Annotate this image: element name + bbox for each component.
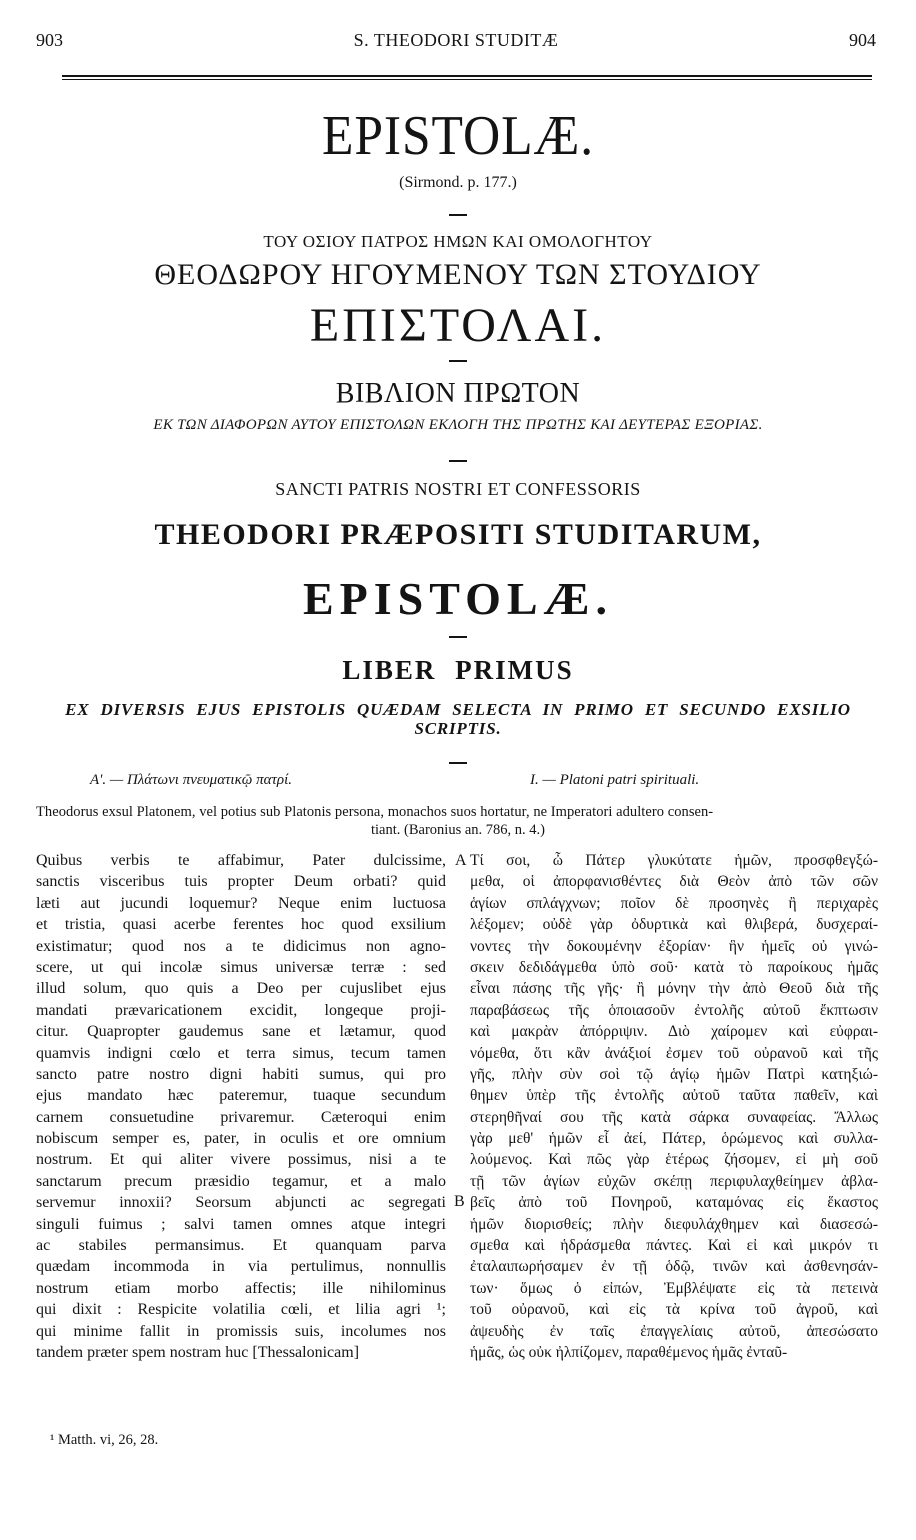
text-line: læti aut jucundi loquemur? Neque enim luctuosa <box>36 894 446 912</box>
text-line: παραβάσεως τῆς ὁποιασοῦν ἐντολῆς αὐτοῦ ἔκπτωσιν <box>470 1001 878 1019</box>
text-line: sanctis visceribus tuis propter Deum orbati? quid <box>36 873 446 891</box>
greek-author-name: ΘΕΟΔΩΡΟΥ ΗΓΟΥΜΕΝΟΥ ΤΩΝ ΣΤΟΥΔΙΟΥ <box>154 258 762 291</box>
header-rule <box>62 75 872 77</box>
summary-line: tiant. (Baronius an. 786, n. 4.) <box>371 822 545 838</box>
separator-dash <box>449 360 467 362</box>
text-line: illud solum, quo quis a Deo per cujuslibet ejus <box>36 980 446 998</box>
text-line: των· ὅμως ὁ εἰπών, Ἐμβλέψατε εἰς τὰ πετεινὰ <box>470 1279 878 1297</box>
column-marker-b: B <box>454 1193 465 1210</box>
text-line: ἁγίων σπλάγχνων; ποῖον δὲ προσηνὲς ἢ περιχαρὲς <box>470 894 878 912</box>
text-line: et tristia, quasi acerbe ferentes hoc quod exsilium <box>36 916 446 934</box>
text-line: τοῦ οὐρανοῦ, καὶ εἰς τὰ κρίνα τοῦ ἀγροῦ, καὶ <box>470 1301 878 1319</box>
latin-letter-heading: I. — Platoni patri spirituali. <box>530 772 700 788</box>
summary-line: Theodorus exsul Platonem, vel potius sub Platonis persona, monachos suos hortatur, ne Imperatori adultero consen- <box>36 804 714 820</box>
greek-intro-line: ΤΟΥ ΟΣΙΟΥ ΠΑΤΡΟΣ ΗΜΩΝ ΚΑΙ ΟΜΟΛΟΓΗΤΟΥ <box>263 232 653 251</box>
text-line: sancto patre nostro digni habiti sumus, qui pro <box>36 1065 446 1083</box>
text-line: ἀψευδὴς ἐν ταῖς ἐπαγγελίαις αὐτοῦ, ἀπεσώσατο <box>470 1322 878 1340</box>
text-line: quædam incommoda in via pertulimus, nonnullis <box>36 1258 446 1276</box>
text-line: ἡμᾶς, ὡς οὐκ ἠλπίζομεν, παραθέμενος ἡμᾶς ἐνταῦ- <box>470 1343 788 1361</box>
latin-book-subtitle: EX DIVERSIS EJUS EPISTOLIS QUÆDAM SELECTA IN PRIMO ET SECUNDO EXSILIO <box>65 700 851 719</box>
footnote: ¹ Matth. vi, 26, 28. <box>50 1432 159 1448</box>
latin-book-title: LIBER PRIMUS <box>342 655 574 685</box>
running-header <box>36 30 876 56</box>
text-line: singuli fuimus ; salvi tamen omnes atque integri <box>36 1215 446 1233</box>
text-line: nobiscum semper es, pater, in oculis et ore omnium <box>36 1130 446 1148</box>
text-line: quamvis indigni cœlo et terra simus, tecum tamen <box>36 1044 446 1062</box>
text-line: mandati prævaricationem excidit, longeque proji- <box>36 1001 446 1019</box>
text-line: qui dixit : Respicite volatilia cœli, et lilia agri ¹; <box>36 1301 446 1319</box>
text-line: ejus mandato hæc pateremur, tuaque secundum <box>36 1087 446 1105</box>
latin-title-2: EPISTOLÆ. <box>302 573 614 624</box>
right-page-number: 904 <box>849 30 876 50</box>
separator-dash <box>449 636 467 638</box>
header-rule-thin <box>62 79 872 80</box>
text-line: sanctarum precum præsidio tegamur, et a malo <box>36 1172 446 1190</box>
letter-summary <box>36 803 880 839</box>
text-line: γὰρ μεθ' ἡμῶν εἶ ἀεί, Πάτερ, ὁρώμενος καὶ συλλα- <box>470 1130 878 1148</box>
latin-book-subtitle-cont: SCRIPTIS. <box>414 719 502 738</box>
text-line: ἐταλαιπωρήσαμεν ἐν τῇ ὁδῷ, τινῶν καὶ ἀσθενησάν- <box>470 1258 878 1276</box>
source-reference: (Sirmond. p. 177.) <box>399 174 517 191</box>
text-line: θημεν ὑπὲρ τῆς ἐντολῆς αὐτοῦ ταῦτα παθεῖν, καὶ <box>470 1087 878 1105</box>
text-line: citur. Quapropter gaudemus sane et lætamur, quod <box>36 1023 446 1041</box>
text-line: existimatur; quod nos a te didicimus non agno- <box>36 937 446 955</box>
text-line: nostrum. Et qui aliter vivere possimus, nisi a te <box>36 1151 446 1169</box>
text-line: servemur innoxii? Seorsum abjuncti ac segregati <box>36 1194 446 1212</box>
greek-letter-heading: Α'. — Πλάτωνι πνευματικῷ πατρί. <box>90 772 293 788</box>
text-line: qui minime fallit in promissis suis, incolumes nos <box>36 1322 446 1340</box>
text-line: σμεθα καὶ ἡδράσμεθα πάντες. Καὶ εἰ καὶ μικρόν τι <box>470 1237 878 1255</box>
text-line: λούμενος. Καὶ πῶς γὰρ ἑτέρως ζήσομεν, εἰ μὴ σοῦ <box>470 1151 878 1169</box>
latin-author-name: THEODORI PRÆPOSITI STUDITARUM, <box>154 518 762 551</box>
greek-book-title: ΒΙΒΛΙΟΝ ΠΡΩΤΟΝ <box>335 378 581 409</box>
greek-main-title: ΕΠΙΣΤΟΛΑΙ. <box>309 299 607 352</box>
left-page-number: 903 <box>36 30 63 50</box>
latin-text-column <box>36 850 446 1363</box>
text-line: Quibus verbis te affabimur, Pater dulcissime, <box>36 852 446 869</box>
text-line: νόμεθα, ὅτι κἂν ἀνάξιοί ἐσμεν τοῦ οὐρανοῦ καὶ τῆς <box>470 1044 878 1062</box>
text-line: τῇ τῶν ἁγίων εὐχῶν σκέπῃ περιφυλαχθείημεν ἀβλα- <box>470 1172 878 1190</box>
text-line: Τί σοι, ὦ Πάτερ γλυκύτατε ἡμῶν, προσφθεγξώ- <box>470 852 878 869</box>
text-line: γῆς, πλὴν σὺν σοὶ τῷ ἁγίῳ ἡμῶν Πατρὶ κατηξιώ- <box>470 1065 878 1083</box>
latin-main-title: EPISTOLÆ. <box>321 105 595 167</box>
column-marker-a: A <box>455 852 467 869</box>
latin-intro-line: SANCTI PATRIS NOSTRI ET CONFESSORIS <box>275 479 641 499</box>
separator-dash <box>449 762 467 764</box>
greek-book-subtitle: ΕΚ ΤΩΝ ΔΙΑΦΟΡΩΝ ΑΥΤΟΥ ΕΠΙΣΤΟΛΩΝ ΕΚΛΟΓΗ ΤΗΣ ΠΡΩΤΗΣ ΚΑΙ ΔΕΥΤΕΡΑΣ ΕΞΟΡΙΑΣ. <box>153 417 763 433</box>
text-line: tandem præter spem nostram huc [Thessalonicam] <box>36 1343 360 1361</box>
text-line: μεθα, οἱ ἀπορφανισθέντες διὰ Θεὸν ἀπὸ τῶν σῶν <box>470 873 878 891</box>
separator-dash <box>449 214 467 216</box>
running-title: S. THEODORI STUDITÆ <box>353 30 559 50</box>
separator-dash <box>449 460 467 462</box>
text-line: καὶ μακρὰν ἀπόρριψιν. Διὸ χαίρομεν καὶ εὐφραι- <box>470 1023 878 1041</box>
text-line: nostrum etiam morbo affectis; ille nihilominus <box>36 1279 446 1297</box>
text-line: σκειν δεδιδάγμεθα ὑπὸ σοῦ· κατὰ τὸ παροίκους ἡμᾶς <box>470 958 878 976</box>
text-line: carnem consuetudine privaremur. Cæteroqui enim <box>36 1108 446 1126</box>
text-line: νοντες τὴν δοκουμένην ἐξορίαν· ἣν ἡμεῖς οὐ γινώ- <box>470 937 878 955</box>
greek-text-column <box>470 850 878 1363</box>
text-line: scere, ut qui incolæ simus universæ terræ : sed <box>36 958 446 976</box>
text-line: ac stabiles permansimus. Et quanquam parva <box>36 1237 446 1255</box>
text-line: εἶναι πάσης τῆς γῆς· ἢ μόνην τὴν ἀπὸ Θεοῦ διὰ τῆς <box>470 980 878 998</box>
text-line: στερηθῆναί σου τῆς κατὰ σάρκα συναφείας. Ἄλλως <box>470 1108 878 1126</box>
text-line: ἡμῶν διορισθείς; πλὴν διεφυλάχθημεν καὶ διασεσώ- <box>470 1215 878 1233</box>
text-line: βεῖς ἀπὸ τοῦ Πονηροῦ, καταμόνας εἰς ἕκαστος <box>470 1194 878 1212</box>
text-line: λέξομεν; οὐδὲ γὰρ ὀδυρτικὰ καὶ θλιβερά, δυσχεραί- <box>470 916 878 934</box>
